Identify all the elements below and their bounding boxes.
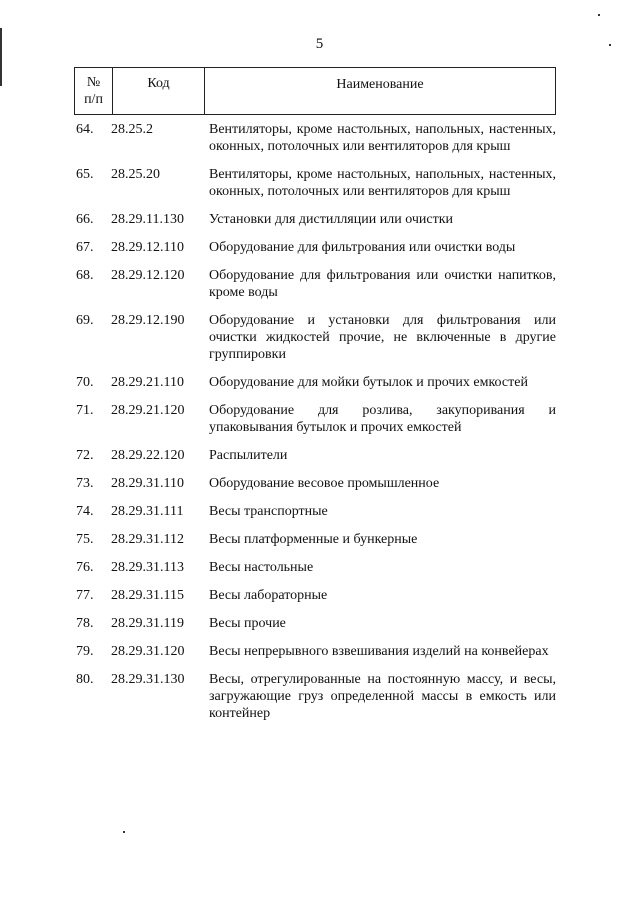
row-name: Вентиляторы, кроме настольных, напольных, настенных, оконных, потолочных или вентиляторов для крыш (209, 167, 556, 199)
row-number: 80. (76, 672, 94, 687)
row-name: Оборудование для фильтрования или очистки напитков, кроме воды (209, 268, 556, 300)
row-code: 28.29.21.120 (111, 403, 185, 418)
table-row (76, 615, 556, 632)
row-number: 70. (76, 375, 94, 390)
scan-mark-left-edge (0, 28, 2, 86)
row-number: 72. (76, 448, 94, 463)
row-code: 28.29.31.111 (111, 504, 184, 519)
row-number: 71. (76, 403, 94, 418)
row-number: 69. (76, 313, 94, 328)
row-number: 65. (76, 167, 94, 182)
row-code: 28.25.20 (111, 167, 160, 182)
table-row (76, 211, 556, 228)
row-number: 64. (76, 122, 94, 137)
row-name: Весы настольные (209, 560, 314, 575)
table-row (76, 447, 556, 464)
table-row (76, 503, 556, 520)
table-row (76, 643, 556, 660)
row-name: Оборудование весовое промышленное (209, 476, 440, 491)
row-code: 28.29.31.120 (111, 644, 185, 659)
row-number: 79. (76, 644, 94, 659)
header-name-column: Наименование (336, 77, 424, 92)
table-row (76, 671, 556, 722)
row-number: 73. (76, 476, 94, 491)
row-code: 28.29.31.112 (111, 532, 184, 547)
row-code: 28.29.12.120 (111, 268, 185, 283)
scan-dot-top-right (598, 14, 600, 16)
table-row (76, 531, 556, 548)
row-name: Оборудование и установки для фильтрования или очистки жидкостей прочие, не включенные в другие группировки (209, 313, 556, 362)
row-name: Оборудование для розлива, закупоривания и упаковывания бутылок и прочих емкостей (209, 403, 556, 435)
row-code: 28.29.12.110 (111, 240, 184, 255)
table-row (76, 166, 556, 200)
row-name: Весы, отрегулированные на постоянную массу, и весы, загружающие груз определенной массы в емкость или контейнер (209, 672, 556, 721)
header-number-column (75, 68, 113, 114)
row-number: 66. (76, 212, 94, 227)
table-row (76, 587, 556, 604)
table-row (76, 239, 556, 256)
row-code: 28.25.2 (111, 122, 153, 137)
row-number: 76. (76, 560, 94, 575)
table-row (76, 267, 556, 301)
table-body (76, 121, 556, 733)
row-name: Оборудование для мойки бутылок и прочих емкостей (209, 375, 528, 390)
row-number: 74. (76, 504, 94, 519)
header-number-abbrev: п/п (84, 92, 103, 107)
row-code: 28.29.31.115 (111, 588, 184, 603)
row-code: 28.29.31.110 (111, 476, 184, 491)
row-name: Весы прочие (209, 616, 286, 631)
table-row (76, 475, 556, 492)
table-row (76, 121, 556, 155)
row-code: 28.29.31.130 (111, 672, 185, 687)
table-row (76, 374, 556, 391)
row-name: Распылители (209, 448, 288, 463)
row-code: 28.29.21.110 (111, 375, 184, 390)
row-name: Весы транспортные (209, 504, 328, 519)
table-row (76, 559, 556, 576)
table-header (74, 67, 556, 115)
table-row (76, 312, 556, 363)
row-number: 77. (76, 588, 94, 603)
row-code: 28.29.22.120 (111, 448, 185, 463)
row-number: 78. (76, 616, 94, 631)
row-name: Оборудование для фильтрования или очистки воды (209, 240, 516, 255)
row-code: 28.29.11.130 (111, 212, 184, 227)
header-number-sign: № (86, 75, 101, 90)
row-name: Установки для дистилляции или очистки (209, 212, 453, 227)
row-code: 28.29.31.119 (111, 616, 184, 631)
row-code: 28.29.12.190 (111, 313, 185, 328)
scan-dot-right (609, 44, 611, 46)
row-number: 75. (76, 532, 94, 547)
row-code: 28.29.31.113 (111, 560, 184, 575)
row-number: 68. (76, 268, 94, 283)
row-name: Вентиляторы, кроме настольных, напольных, настенных, оконных, потолочных или вентиляторов для крыш (209, 122, 556, 154)
table-row (76, 402, 556, 436)
scan-dot-bottom (123, 831, 125, 833)
row-number: 67. (76, 240, 94, 255)
row-name: Весы платформенные и бункерные (209, 532, 418, 547)
row-name: Весы лабораторные (209, 588, 328, 603)
page-number: 5 (315, 36, 324, 52)
row-name: Весы непрерывного взвешивания изделий на конвейерах (209, 644, 549, 659)
header-code-column: Код (113, 68, 205, 114)
